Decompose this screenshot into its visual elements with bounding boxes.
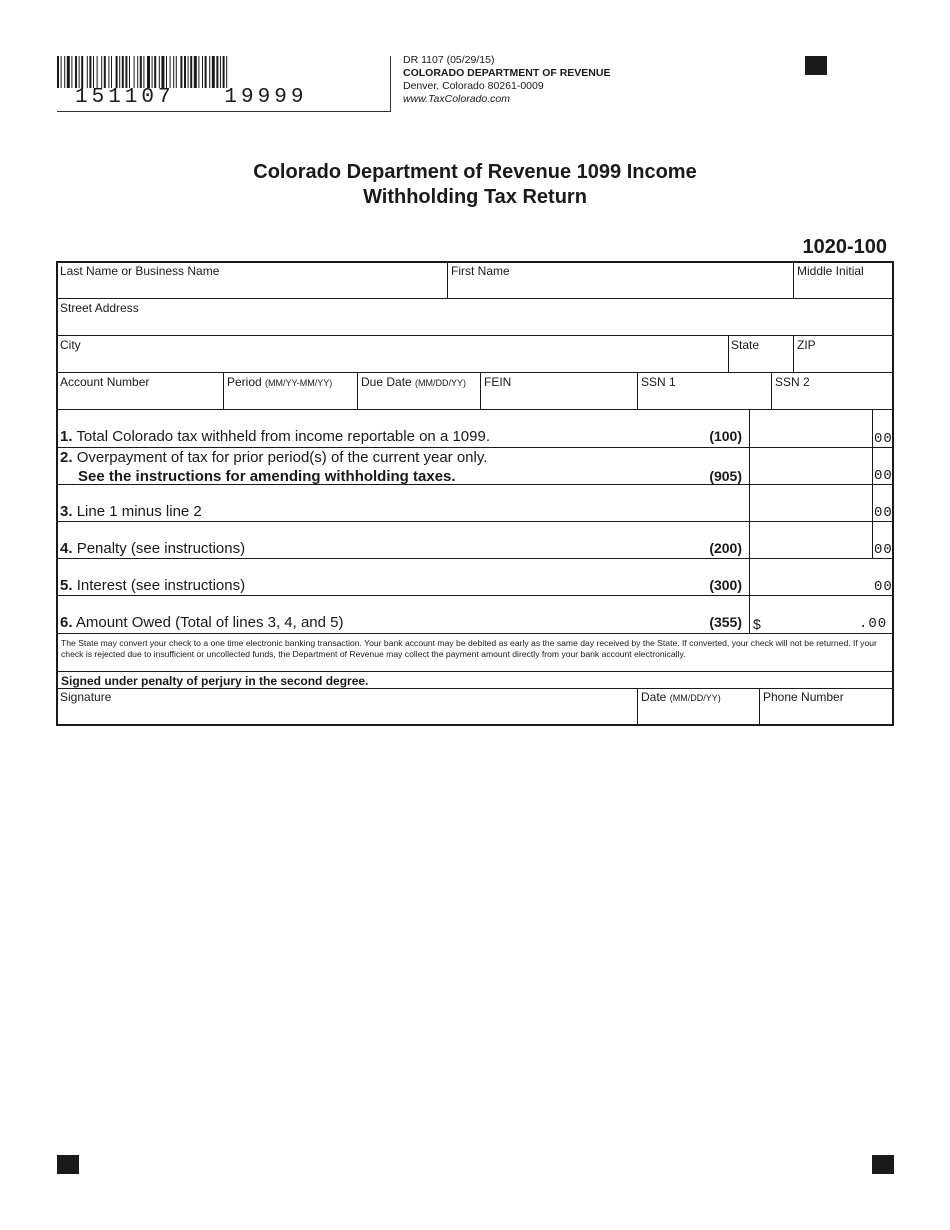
- ssn2-label: SSN 2: [775, 375, 810, 389]
- barcode-bar: [166, 56, 167, 88]
- date-format: (MM/DD/YY): [669, 693, 721, 703]
- line-3-text: [60, 503, 202, 520]
- date-field[interactable]: [638, 703, 759, 724]
- line-1-label: Total Colorado tax withheld from income reportable on a 1099.: [76, 428, 490, 445]
- barcode-bar: [198, 56, 199, 88]
- signature-label: Signature: [60, 690, 112, 704]
- line-3-amount-field[interactable]: [750, 485, 872, 521]
- barcode-divider: [57, 111, 391, 112]
- middle-initial-label: Middle Initial: [797, 264, 864, 278]
- ssn2-field[interactable]: [772, 388, 892, 409]
- return-form: [56, 261, 894, 726]
- due-date-label: [361, 375, 466, 389]
- barcode-bar: [111, 56, 112, 88]
- city-label: City: [60, 338, 81, 352]
- fein-label: FEIN: [484, 375, 512, 389]
- barcode-bar: [108, 56, 109, 88]
- line-3-number: 3.: [60, 503, 73, 520]
- line-1-code: (100): [709, 428, 742, 444]
- barcode-bar: [152, 56, 153, 88]
- barcode-bar: [170, 56, 171, 88]
- barcode-bar: [71, 56, 72, 88]
- ssn1-field[interactable]: [638, 388, 771, 409]
- barcode-bar: [97, 56, 98, 88]
- line-5-text: [60, 577, 245, 594]
- line-5-code: (300): [709, 577, 742, 593]
- last-name-label: Last Name or Business Name: [60, 264, 220, 278]
- department-address: Denver, Colorado 80261-0009: [403, 80, 544, 92]
- barcode-bar: [176, 56, 177, 88]
- line-4-label: Penalty (see instructions): [76, 540, 246, 557]
- date-label: [641, 690, 721, 704]
- title-line-2: Withholding Tax Return: [363, 186, 587, 208]
- period-format: (MM/YY-MM/YY): [265, 378, 333, 388]
- barcode-bar: [223, 56, 225, 88]
- line-2-subtext: [78, 468, 456, 485]
- form-id: DR 1107 (05/29/15): [403, 54, 495, 66]
- line-3-cents: 00: [874, 505, 893, 521]
- barcode-bar: [64, 56, 65, 88]
- signature-field[interactable]: [58, 703, 637, 724]
- line-6-label: Amount Owed (Total of lines 3, 4, and 5): [75, 614, 344, 631]
- first-name-field[interactable]: [448, 277, 793, 298]
- barcode-bar: [122, 56, 124, 88]
- barcode-bar: [159, 56, 160, 88]
- barcode-bar: [188, 56, 189, 88]
- department-name: COLORADO DEPARTMENT OF REVENUE: [403, 67, 611, 79]
- phone-label: Phone Number: [763, 690, 844, 704]
- barcode-bar: [61, 56, 62, 88]
- barcode-bar: [147, 56, 150, 88]
- line-5-number: 5.: [60, 577, 73, 594]
- first-name-label: First Name: [451, 264, 510, 278]
- line-5-cents: 00: [874, 579, 893, 595]
- barcode-bar: [209, 56, 210, 88]
- barcode-bar: [143, 56, 144, 88]
- barcode-bar: [101, 56, 102, 88]
- line-2-label: Overpayment of tax for prior period(s) of the current year only.: [76, 449, 488, 466]
- line-6-dollar-sign: $: [753, 616, 761, 632]
- line-1-number: 1.: [60, 428, 73, 445]
- line-1-text: [60, 428, 490, 445]
- line-6-cents: .00: [859, 616, 888, 632]
- period-label: [227, 375, 332, 389]
- street-address-label: Street Address: [60, 301, 139, 315]
- state-field[interactable]: [729, 351, 793, 372]
- barcode-bar: [116, 56, 118, 88]
- line-1-amount-field[interactable]: [750, 410, 872, 447]
- line-3-label: Line 1 minus line 2: [76, 503, 202, 520]
- barcode-bar: [154, 56, 156, 88]
- line-1-cents: 00: [874, 431, 893, 447]
- line-6-code: (355): [709, 614, 742, 630]
- line-5-label: Interest (see instructions): [76, 577, 246, 594]
- line-4-number: 4.: [60, 540, 73, 557]
- barcode-bar: [93, 56, 94, 88]
- barcode-bar: [119, 56, 120, 88]
- barcode-bar: [205, 56, 207, 88]
- due-date-field[interactable]: [358, 388, 480, 409]
- line-4-cents: 00: [874, 542, 893, 558]
- line-4-code: (200): [709, 540, 742, 556]
- barcode-bar: [67, 56, 70, 88]
- line-2-number: 2.: [60, 449, 73, 466]
- phone-field[interactable]: [760, 703, 892, 724]
- barcode-bar: [134, 56, 135, 88]
- barcode-bar: [104, 56, 106, 88]
- barcode-bar: [226, 56, 227, 88]
- barcode-bar: [220, 56, 221, 88]
- barcode-number: 151107 19999: [75, 86, 308, 109]
- department-block: [403, 54, 610, 106]
- state-label: State: [731, 338, 760, 352]
- barcode-bar: [87, 56, 88, 88]
- registration-mark-bottom-right: [872, 1155, 894, 1174]
- barcode-bar: [125, 56, 127, 88]
- barcode-bar: [89, 56, 91, 88]
- fein-field[interactable]: [481, 388, 637, 409]
- registration-mark-top-right: [805, 56, 827, 75]
- barcode-bar: [57, 56, 59, 88]
- line-4-amount-field[interactable]: [750, 522, 872, 558]
- barcode-bar: [216, 56, 218, 88]
- line-2-instructions-note: See the instructions for amending withholding taxes.: [78, 468, 456, 485]
- line-6-amount-field[interactable]: [766, 596, 862, 633]
- line-2-text: [60, 449, 487, 466]
- barcode-bar: [79, 56, 80, 88]
- barcode-bar: [202, 56, 203, 88]
- zip-field[interactable]: [794, 351, 892, 372]
- barcode-bar: [212, 56, 215, 88]
- barcode-bar: [137, 56, 138, 88]
- account-number-field[interactable]: [58, 388, 223, 409]
- city-field[interactable]: [58, 351, 728, 372]
- account-number-label: Account Number: [60, 375, 150, 389]
- barcode: [57, 56, 310, 88]
- due-date-format: (MM/DD/YY): [415, 378, 467, 388]
- ssn1-label: SSN 1: [641, 375, 676, 389]
- period-label-text: Period: [227, 375, 262, 389]
- line-6-text: [60, 614, 344, 631]
- barcode-bar: [129, 56, 130, 88]
- line-6-number: 6.: [60, 614, 73, 631]
- registration-mark-bottom-left: [57, 1155, 79, 1174]
- barcode-bar: [140, 56, 142, 88]
- form-number: 1020-100: [802, 236, 887, 258]
- department-website[interactable]: www.TaxColorado.com: [403, 93, 510, 105]
- perjury-statement: Signed under penalty of perjury in the second degree.: [61, 674, 369, 688]
- barcode-bar: [180, 56, 182, 88]
- due-date-label-text: Due Date: [361, 375, 412, 389]
- page-title: [0, 160, 950, 210]
- middle-initial-field[interactable]: [794, 277, 892, 298]
- barcode-divider-vertical: [390, 56, 391, 112]
- barcode-bar: [161, 56, 164, 88]
- line-4-text: [60, 540, 245, 557]
- date-label-text: Date: [641, 690, 667, 704]
- electronic-check-notice: The State may convert your check to a one time electronic banking transaction. Your bank account may be debited as early as the same day received by the State. If converted, your check will not be returned. If your check is rejected due to insufficient or uncollected funds, the Department of Revenue may collect the payment amount directly from your bank account electronically.: [61, 638, 877, 659]
- line-2-amount-field[interactable]: [750, 448, 872, 484]
- line-2-cents: 00: [874, 468, 893, 484]
- period-field[interactable]: [224, 388, 357, 409]
- line-5-amount-field[interactable]: [750, 559, 872, 595]
- barcode-bar: [75, 56, 77, 88]
- zip-label: ZIP: [797, 338, 816, 352]
- line-2-code: (905): [709, 468, 742, 484]
- barcode-bar: [190, 56, 192, 88]
- street-address-field[interactable]: [58, 314, 892, 335]
- title-line-1: Colorado Department of Revenue 1099 Income: [253, 161, 697, 183]
- barcode-bar: [184, 56, 186, 88]
- last-name-field[interactable]: [58, 277, 447, 298]
- barcode-bar: [173, 56, 174, 88]
- barcode-bar: [81, 56, 83, 88]
- barcode-bar: [194, 56, 197, 88]
